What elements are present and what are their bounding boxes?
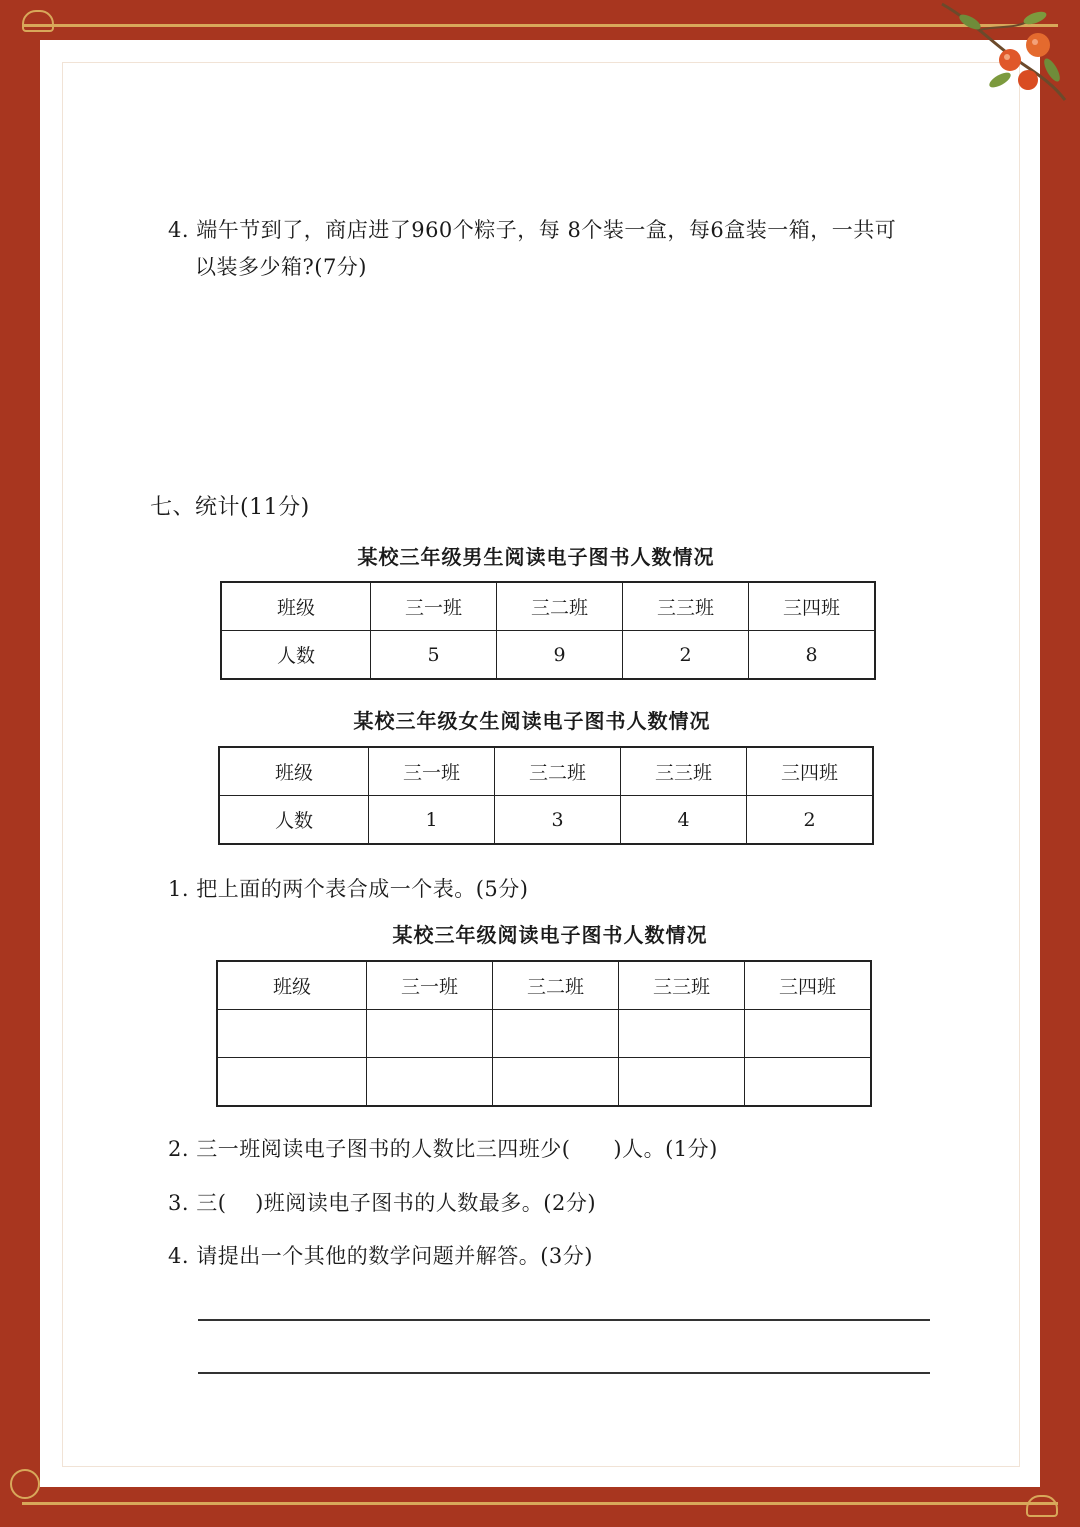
table-cell: 三四班 <box>747 747 874 796</box>
boys-table-caption: 某校三年级男生阅读电子图书人数情况 <box>357 545 715 569</box>
table-cell: 三四班 <box>749 582 876 631</box>
answer-line[interactable] <box>198 1319 930 1321</box>
blank-cell[interactable] <box>493 1010 619 1058</box>
table-cell: 三二班 <box>495 747 621 796</box>
table-cell: 班级 <box>219 747 369 796</box>
sub-question-4: 4. 请提出一个其他的数学问题并解答。(3分) <box>168 1244 593 1268</box>
table-cell: 三二班 <box>497 582 623 631</box>
sub-question-2: 2. 三一班阅读电子图书的人数比三四班少( )人。(1分) <box>168 1137 718 1161</box>
table-cell: 三一班 <box>369 747 495 796</box>
table-cell: 2 <box>747 796 874 845</box>
table-cell: 三一班 <box>371 582 497 631</box>
combined-table-caption: 某校三年级阅读电子图书人数情况 <box>392 923 708 947</box>
table-cell: 三三班 <box>619 961 745 1010</box>
bottom-gold-line <box>22 1502 1058 1505</box>
persimmon-branch-icon <box>940 0 1070 112</box>
table-header-row <box>219 747 873 796</box>
blank-cell[interactable] <box>493 1058 619 1107</box>
table-header-row <box>217 961 871 1010</box>
cloud-ornament-icon <box>10 1469 40 1499</box>
table-cell: 5 <box>371 631 497 680</box>
girls-table-caption: 某校三年级女生阅读电子图书人数情况 <box>353 709 711 733</box>
blank-cell[interactable] <box>367 1058 493 1107</box>
blank-cell[interactable] <box>745 1010 872 1058</box>
table-cell: 三一班 <box>367 961 493 1010</box>
boys-reading-table <box>220 581 876 680</box>
combined-reading-table[interactable] <box>216 960 872 1107</box>
blank-cell[interactable] <box>619 1010 745 1058</box>
question-4-line-2: 以装多少箱?(7分) <box>195 255 368 279</box>
sub-question-1: 1. 把上面的两个表合成一个表。(5分) <box>168 877 529 901</box>
table-header-row <box>221 582 875 631</box>
table-cell: 班级 <box>221 582 371 631</box>
table-cell: 8 <box>749 631 876 680</box>
blank-cell[interactable] <box>217 1058 367 1107</box>
blank-cell[interactable] <box>745 1058 872 1107</box>
table-cell: 9 <box>497 631 623 680</box>
table-cell: 人数 <box>219 796 369 845</box>
blank-cell[interactable] <box>367 1010 493 1058</box>
blank-cell[interactable] <box>619 1058 745 1107</box>
table-cell: 1 <box>369 796 495 845</box>
blank-cell[interactable] <box>217 1010 367 1058</box>
section-7-heading: 七、统计(11分) <box>150 495 310 520</box>
table-cell: 班级 <box>217 961 367 1010</box>
cloud-ornament-icon <box>22 10 54 32</box>
table-cell: 2 <box>623 631 749 680</box>
cloud-ornament-icon <box>1026 1495 1058 1517</box>
question-4-line-1: 4. 端午节到了，商店进了960个粽子，每 8个装一盒，每6盒装一箱，一共可 <box>168 218 897 242</box>
table-cell: 三三班 <box>621 747 747 796</box>
table-row-blank[interactable] <box>217 1010 871 1058</box>
top-gold-line <box>22 24 1058 27</box>
table-cell: 三二班 <box>493 961 619 1010</box>
table-row <box>221 631 875 680</box>
table-cell: 三三班 <box>623 582 749 631</box>
table-cell: 3 <box>495 796 621 845</box>
table-row-blank[interactable] <box>217 1058 871 1107</box>
table-cell: 人数 <box>221 631 371 680</box>
table-row <box>219 796 873 845</box>
sub-question-3: 3. 三( )班阅读电子图书的人数最多。(2分) <box>168 1191 597 1215</box>
table-cell: 4 <box>621 796 747 845</box>
girls-reading-table <box>218 746 874 845</box>
table-cell: 三四班 <box>745 961 872 1010</box>
answer-line[interactable] <box>198 1372 930 1374</box>
